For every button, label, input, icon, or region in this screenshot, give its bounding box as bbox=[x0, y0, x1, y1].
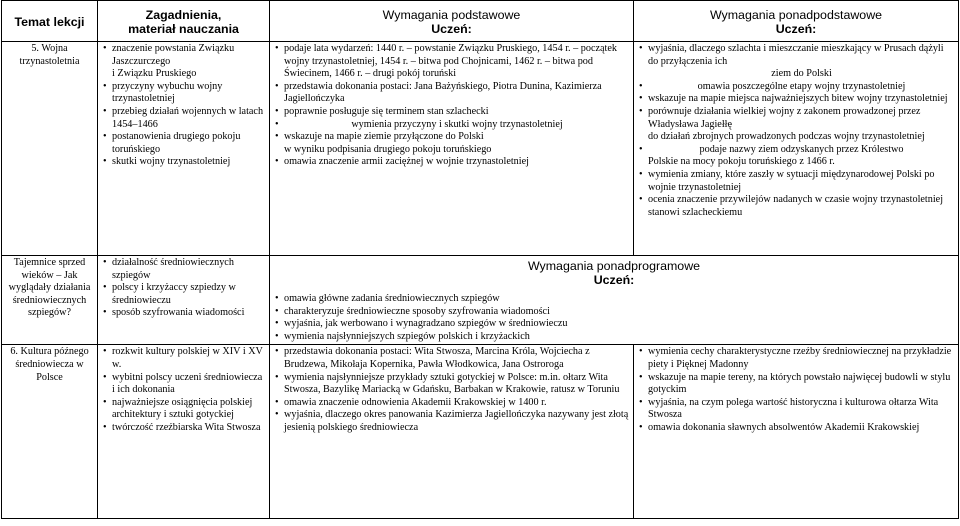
list-item: • przebieg działań wojennych w latach 1454–1466 bbox=[112, 106, 266, 131]
list-item: • wskazuje na mapie tereny, na których powstało najwięcej budowli w stylu gotyckim bbox=[648, 372, 955, 397]
header-basic: Wymagania podstawowe Uczeń: bbox=[270, 1, 634, 42]
list-item: • wybitni polscy uczeni średniowiecza i ich dokonania bbox=[112, 372, 266, 397]
list-item: • wskazuje na mapie ziemie przyłączone do Polski bbox=[284, 131, 630, 144]
header-advanced: Wymagania ponadpodstawowe Uczeń: bbox=[634, 1, 959, 42]
list-item: • porównuje działania wielkiej wojny z zakonem prowadzonej przez Władysława Jagiełłę bbox=[648, 106, 955, 131]
list-item: • przyczyny wybuchu wojny trzynastoletniej bbox=[112, 81, 266, 106]
list-item: • skutki wojny trzynastoletniej bbox=[112, 156, 266, 169]
row1-basic bbox=[270, 42, 634, 256]
list-item: • sposób szyfrowania wiadomości bbox=[112, 307, 266, 320]
list-item: • wskazuje na mapie miejsca najważniejszych bitew wojny trzynastoletniej bbox=[648, 93, 955, 106]
list-item: • najważniejsze osiągnięcia polskiej architektury i sztuki gotyckiej bbox=[112, 397, 266, 422]
row3-issues bbox=[98, 345, 270, 519]
list-item: Polskie na mocy pokoju toruńskiego z 1466 r. bbox=[648, 156, 835, 168]
list-item: • omawia główne zadania średniowiecznych szpiegów bbox=[284, 293, 955, 306]
row3-advanced bbox=[634, 345, 959, 519]
list-item: • wymienia przyczyny i skutki wojny trzynastoletniej bbox=[284, 119, 630, 132]
row1-advanced bbox=[634, 42, 959, 256]
list-item: • omawia poszczególne etapy wojny trzynastoletniej bbox=[648, 81, 955, 94]
header-row bbox=[2, 1, 959, 42]
list-item: i Związku Pruskiego bbox=[112, 68, 197, 80]
row-kultura bbox=[2, 345, 959, 519]
row2-topic: Tajemnice sprzed wieków – Jak wyglądały działania średniowiecznych szpiegów? bbox=[2, 256, 98, 345]
list-item: • wyjaśnia, na czym polega wartość historyczna i kulturowa ołtarza Wita Stwosza bbox=[648, 397, 955, 422]
header-topic: Temat lekcji bbox=[2, 1, 98, 42]
curriculum-table bbox=[1, 0, 959, 519]
list-item: • wymienia najsłynniejsze przykłady sztuki gotyckiej w Polsce: m.in. ołtarz Wita Stwosza, Bazylikę Mariacką w Gdańsku, Barbakan w Krakowie, ratusz w Toruniu bbox=[284, 372, 630, 397]
row3-basic bbox=[270, 345, 634, 519]
list-item: • podaje lata wydarzeń: 1440 r. – powstanie Związku Pruskiego, 1454 r. – początek wojny trzynastoletniej, 1454 r. – bitwa pod Chojnicami, 1462 r. – bitwa pod Świecinem, 1466 r. – drugi pokój toruński bbox=[284, 43, 630, 81]
list-item: • przedstawia dokonania postaci: Jana Bażyńskiego, Piotra Dunina, Kazimierza Jagiellończyka bbox=[284, 81, 630, 106]
list-item: • omawia znaczenie odnowienia Akademii Krakowskiej w 1400 r. bbox=[284, 397, 630, 410]
list-item: ziem do Polski bbox=[771, 68, 832, 80]
list-item: • wymienia zmiany, które zaszły w sytuacji międzynarodowej Polski po wojnie trzynastoletniej bbox=[648, 169, 955, 194]
row-wojna bbox=[2, 42, 959, 256]
list-item: • działalność średniowiecznych szpiegów bbox=[112, 257, 266, 282]
list-item: • omawia znaczenie armii zaciężnej w wojnie trzynastoletniej bbox=[284, 156, 630, 169]
list-item: • polscy i krzyżaccy szpiedzy w średniowieczu bbox=[112, 282, 266, 307]
list-item: • omawia dokonania sławnych absolwentów Akademii Krakowskiej bbox=[648, 422, 955, 435]
list-item: • charakteryzuje średniowieczne sposoby szyfrowania wiadomości bbox=[284, 306, 955, 319]
row3-topic: 6. Kultura późnego średniowiecza w Polsce bbox=[2, 345, 98, 519]
list-item: do działań zbrojnych prowadzonych podczas wojny trzynastoletniej bbox=[648, 131, 925, 143]
row-szpiedzy bbox=[2, 256, 959, 345]
list-item: • wymienia cechy charakterystyczne rzeźby średniowiecznej na przykładzie piety i Pięknej Madonny bbox=[648, 346, 955, 371]
list-item: • rozkwit kultury polskiej w XIV i XV w. bbox=[112, 346, 266, 371]
list-item: • wyjaśnia, jak werbowano i wynagradzano szpiegów w średniowieczu bbox=[284, 318, 955, 331]
row1-issues bbox=[98, 42, 270, 256]
row2-issues bbox=[98, 256, 270, 345]
list-item: • wymienia najsłynniejszych szpiegów polskich i krzyżackich bbox=[284, 331, 955, 344]
list-item: • wyjaśnia, dlaczego szlachta i mieszczanie mieszkający w Prusach dążyli do przyłączenia ich bbox=[648, 43, 955, 68]
list-item: w wyniku podpisania drugiego pokoju toruńskiego bbox=[284, 143, 492, 155]
row2-extra bbox=[270, 256, 959, 345]
list-item: • postanowienia drugiego pokoju toruńskiego bbox=[112, 131, 266, 156]
list-item: • przedstawia dokonania postaci: Wita Stwosza, Marcina Króla, Wojciecha z Brudzewa, Mikołaja Kopernika, Pawła Włodkowica, Jana Ostroroga bbox=[284, 346, 630, 371]
row1-topic: 5. Wojna trzynastoletnia bbox=[2, 42, 98, 256]
row2-extra-header: Wymagania ponadprogramowe Uczeń: bbox=[527, 259, 701, 287]
list-item: • ocenia znaczenie przywilejów nadanych w czasie wojny trzynastoletniej stanowi szlacheckiemu bbox=[648, 194, 955, 219]
list-item: • znaczenie powstania Związku Jaszczurczego bbox=[112, 43, 266, 68]
header-issues: Zagadnienia, materiał nauczania bbox=[98, 1, 270, 42]
list-item: • poprawnie posługuje się terminem stan szlachecki bbox=[284, 106, 630, 119]
list-item: • wyjaśnia, dlaczego okres panowania Kazimierza Jagiellończyka nazywany jest złotą jesienią polskiego średniowiecza bbox=[284, 409, 630, 434]
list-item: • twórczość rzeźbiarska Wita Stwosza bbox=[112, 422, 266, 435]
list-item: • podaje nazwy ziem odzyskanych przez Królestwo bbox=[648, 144, 955, 157]
